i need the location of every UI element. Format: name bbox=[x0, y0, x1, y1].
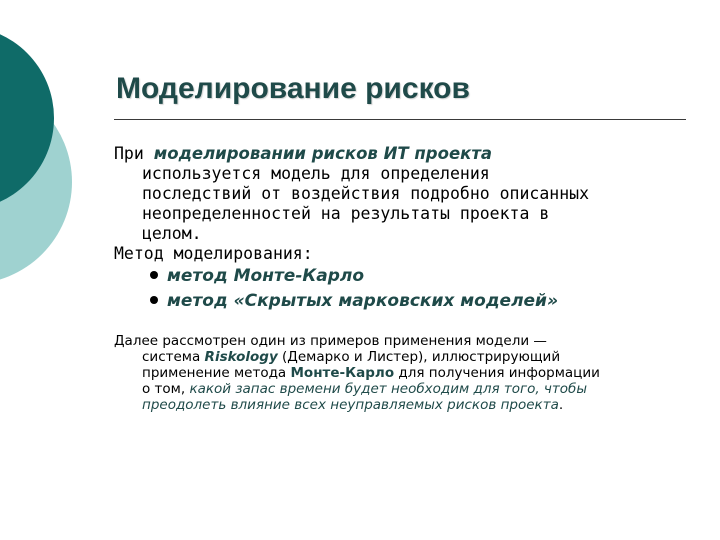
method-heading: Метод моделирования: bbox=[114, 244, 313, 263]
note-text: (Демарко и Листер), иллюстрирующий bbox=[277, 349, 561, 365]
method-list bbox=[114, 264, 694, 314]
note-text: Далее рассмотрен один из примеров применения модели — bbox=[114, 333, 547, 349]
note-paragraph bbox=[114, 333, 700, 413]
method-label: метод Монте-Карло bbox=[167, 266, 365, 286]
intro-line: неопределенностей на результаты проекта в bbox=[142, 204, 550, 223]
note-text: . bbox=[558, 397, 564, 413]
method-item bbox=[150, 289, 694, 314]
intro-line: целом. bbox=[142, 224, 202, 243]
intro-paragraph bbox=[114, 144, 694, 244]
bullet-icon bbox=[150, 271, 158, 279]
note-line bbox=[114, 381, 700, 397]
note-line bbox=[114, 333, 700, 349]
note-line bbox=[114, 365, 700, 381]
method-label: метод «Скрытых марковских моделей» bbox=[167, 291, 559, 311]
note-text: применение метода bbox=[142, 365, 291, 381]
slide-body bbox=[114, 144, 694, 314]
note-text: для получения информации bbox=[394, 365, 600, 381]
method-item bbox=[150, 264, 694, 289]
light-teal-circle bbox=[0, 80, 72, 284]
note-italic: какой запас времени будет необходим для того, чтобы bbox=[189, 381, 588, 397]
note-text: о том, bbox=[142, 381, 190, 397]
bullet-icon bbox=[150, 296, 158, 304]
note-line bbox=[114, 397, 700, 413]
slide-title: Моделирование рисков bbox=[116, 72, 470, 105]
note-line bbox=[114, 349, 700, 365]
note-emphasis: Монте-Карло bbox=[290, 365, 395, 381]
dark-teal-circle bbox=[0, 26, 54, 210]
note-italic: преодолеть влияние всех неуправляемых рисков проекта bbox=[142, 397, 559, 413]
intro-prefix: При bbox=[114, 144, 154, 163]
intro-line: используется модель для определения bbox=[142, 164, 490, 183]
intro-emphasis: моделировании рисков ИТ проекта bbox=[153, 144, 493, 163]
title-divider bbox=[114, 119, 686, 120]
note-text: система bbox=[142, 349, 205, 365]
note-emphasis: Riskology bbox=[204, 349, 278, 365]
intro-line: последствий от воздействия подробно описанных bbox=[142, 184, 590, 203]
